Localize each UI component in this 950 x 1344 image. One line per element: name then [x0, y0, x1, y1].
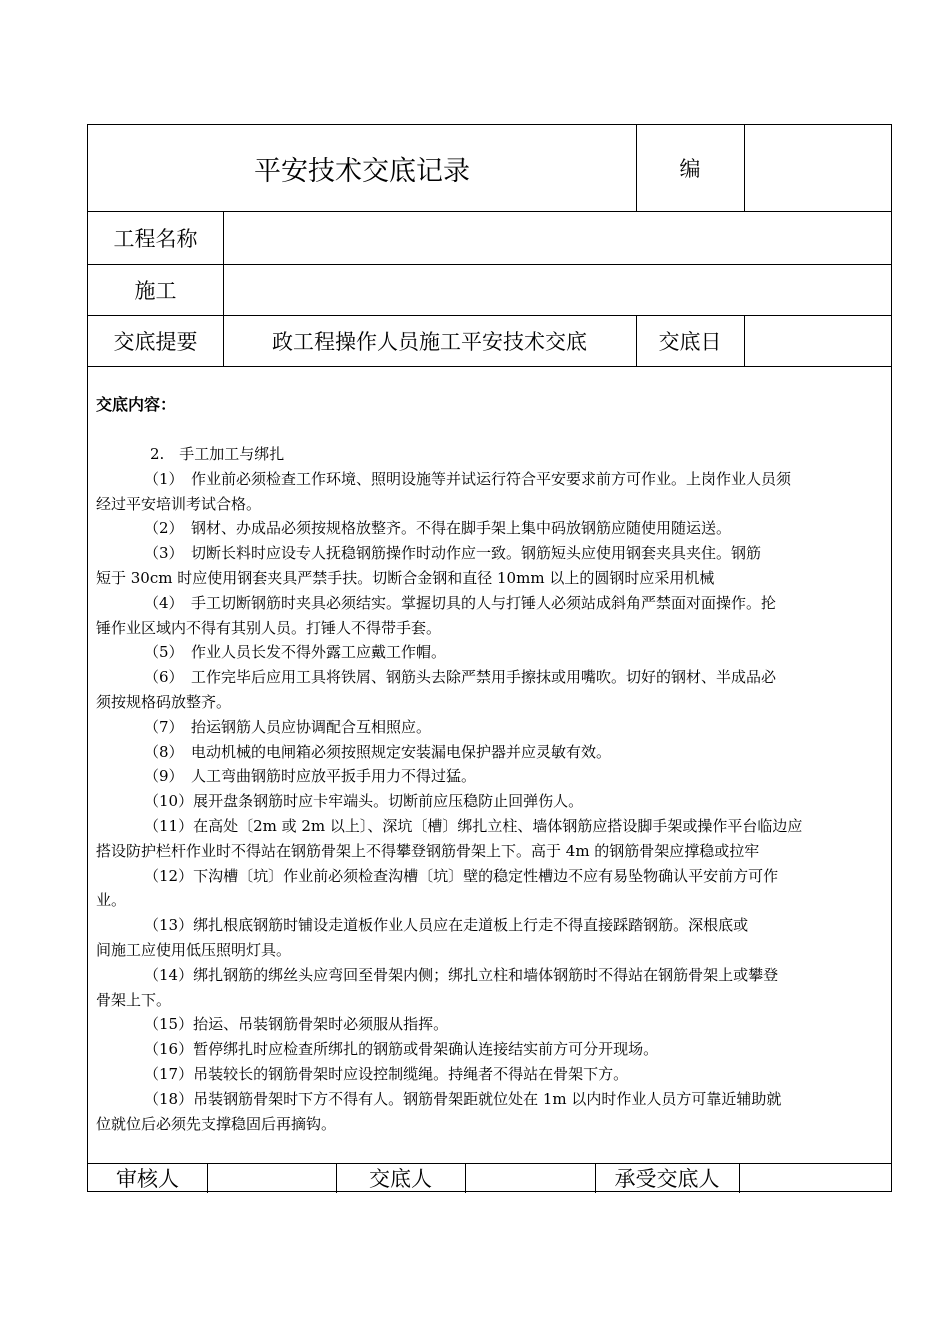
list-item: [96, 541, 876, 591]
item-line: （14）绑扎钢筋的绑丝头应弯回至骨架内侧；绑扎立柱和墙体钢筋时不得站在钢筋骨架上或攀登: [144, 965, 779, 984]
list-item: [96, 1012, 876, 1037]
list-item: [96, 1087, 876, 1137]
item-line: 经过平安培训考试合格。: [96, 494, 262, 513]
item-line: （12）下沟槽〔坑〕作业前必须检查沟槽〔坑〕壁的稳定性槽边不应有易坠物确认平安前方可作: [144, 866, 779, 885]
list-item: [96, 1062, 876, 1087]
receiver-label: 承受交底人: [614, 1167, 720, 1191]
content-items: [96, 467, 876, 1137]
discloser-label: 交底人: [369, 1167, 432, 1191]
item-line: 须按规格码放整齐。: [96, 692, 232, 711]
item-line: （1） 作业前必须检查工作环境、照明设施等并试运行符合平安要求前方可作业。上岗作业人员须: [144, 469, 792, 488]
list-item: [96, 665, 876, 715]
list-item: [96, 913, 876, 963]
item-line: （7） 抬运钢筋人员应协调配合互相照应。: [144, 717, 432, 736]
row-divider: [88, 366, 891, 367]
list-item: [96, 467, 876, 517]
list-item: [96, 963, 876, 1013]
list-item: [96, 715, 876, 740]
section-heading: 2. 手工加工与绑扎: [150, 445, 285, 463]
project-name-value: [223, 211, 891, 264]
item-line: 间施工应使用低压照明灯具。: [96, 940, 292, 959]
date-label: 交底日: [658, 329, 722, 354]
item-line: （11）在高处〔2m 或 2m 以上〕、深坑〔槽〕绑扎立柱、墙体钢筋应搭设脚手架或操作平台临边应: [144, 816, 803, 835]
code-value: [744, 125, 891, 211]
reviewer-value: [207, 1163, 336, 1193]
item-line: （5） 作业人员长发不得外露工应戴工作帽。: [144, 643, 447, 662]
list-item: [96, 740, 876, 765]
item-line: （2） 钢材、办成品必须按规格放整齐。不得在脚手架上集中码放钢筋应随使用随运送。: [144, 519, 732, 538]
document-title: 平安技术交底记录: [254, 155, 470, 187]
list-item: [96, 591, 876, 641]
summary-value: 政工程操作人员施工平安技术交底: [272, 329, 587, 354]
item-line: 骨架上下。: [96, 990, 172, 1009]
item-line: （4） 手工切断钢筋时夹具必须结实。掌握切具的人与打锤人必须站成斜角严禁面对面操作。抡: [144, 593, 777, 612]
list-item: [96, 764, 876, 789]
item-line: （6） 工作完毕后应用工具将铁屑、钢筋头去除严禁用手擦抹或用嘴吹。切好的钢材、半成品必: [144, 668, 777, 687]
item-line: 业。: [96, 891, 127, 910]
construction-label: 施工: [134, 278, 177, 303]
item-line: 位就位后必须先支撑稳固后再摘钩。: [96, 1114, 337, 1133]
item-line: 锤作业区域内不得有其别人员。打锤人不得带手套。: [96, 618, 442, 637]
code-label: 编: [679, 157, 701, 181]
item-line: （17）吊装较长的钢筋骨架时应设控制缆绳。持绳者不得站在骨架下方。: [144, 1064, 629, 1083]
item-line: 搭设防护栏杆作业时不得站在钢筋骨架上不得攀登钢筋骨架上下。高于 4m 的钢筋骨架应撑稳或拉牢: [96, 841, 760, 860]
item-line: （16）暂停绑扎时应检查所绑扎的钢筋或骨架确认连接结实前方可分开现场。: [144, 1040, 659, 1059]
item-line: （18）吊装钢筋骨架时下方不得有人。钢筋骨架距就位处在 1m 以内时作业人员方可靠近辅助就: [144, 1089, 782, 1108]
item-line: （9） 人工弯曲钢筋时应放平扳手用力不得过猛。: [144, 767, 477, 786]
list-item: [96, 814, 876, 864]
date-value: [744, 315, 891, 366]
reviewer-label: 审核人: [116, 1167, 179, 1191]
content-label: 交底内容：: [96, 395, 177, 414]
item-line: （3） 切断长料时应设专人抚稳钢筋操作时动作应一致。钢筋短头应使用钢套夹具夹住。钢筋: [144, 544, 762, 563]
item-line: （10）展开盘条钢筋时应卡牢端头。切断前应压稳防止回弹伤人。: [144, 792, 584, 811]
item-line: （15）抬运、吊装钢筋骨架时必须服从指挥。: [144, 1015, 449, 1034]
item-line: （13）绑扎根底钢筋时铺设走道板作业人员应在走道板上行走不得直接踩踏钢筋。深根底或: [144, 916, 749, 935]
list-item: [96, 640, 876, 665]
project-name-label: 工程名称: [113, 226, 198, 251]
disclosure-content: [96, 392, 876, 1136]
list-item: [96, 789, 876, 814]
receiver-value: [739, 1163, 891, 1193]
discloser-value: [465, 1163, 595, 1193]
list-item: [96, 864, 876, 914]
list-item: [96, 516, 876, 541]
summary-label: 交底提要: [113, 329, 198, 354]
construction-value: [223, 264, 891, 315]
item-line: （8） 电动机械的电闸箱必须按照规定安装漏电保护器并应灵敏有效。: [144, 742, 612, 761]
list-item: [96, 1037, 876, 1062]
item-line: 短于 30cm 时应使用钢套夹具严禁手扶。切断合金钢和直径 10mm 以上的圆钢时应采用机械: [96, 568, 715, 587]
